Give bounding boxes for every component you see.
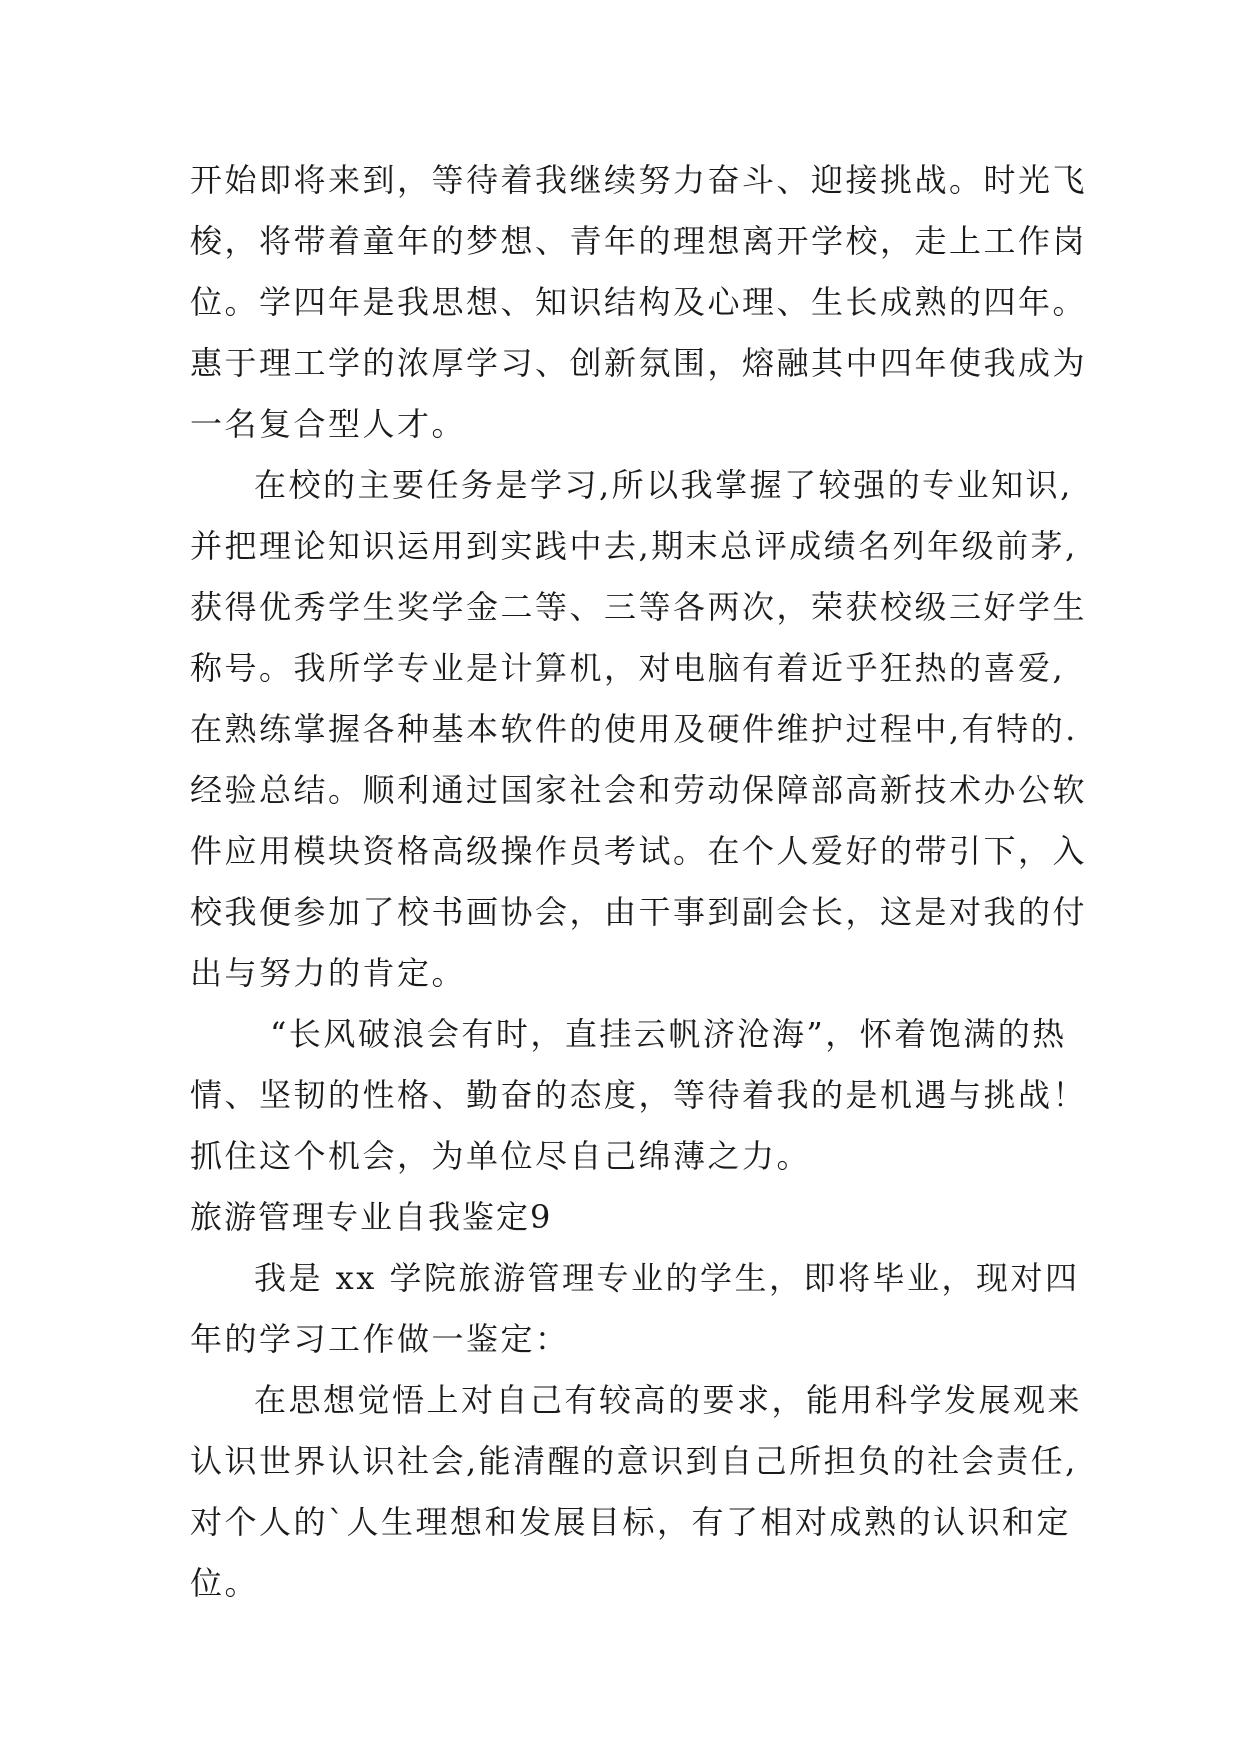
paragraph-study-achievements	[190, 455, 1088, 1004]
text-line: 一名复合型人才。	[190, 405, 467, 443]
text-line: 在校的主要任务是学习,所以我掌握了较强的专业知识,	[254, 466, 1073, 504]
paragraph-graduation-intro	[190, 150, 1088, 455]
text-line: 位。	[190, 1564, 260, 1602]
document-page	[190, 150, 1088, 1614]
text-line: 情、坚韧的性格、勤奋的态度，等待着我的是机遇与挑战！	[190, 1076, 1088, 1114]
text-line: 经验总结。顺利通过国家社会和劳动保障部高新技术办公软	[190, 771, 1088, 809]
paragraph-ideology	[190, 1370, 1083, 1614]
paragraph-closing-quote	[190, 1004, 1088, 1187]
section-heading: 旅游管理专业自我鉴定9	[190, 1198, 553, 1236]
paragraph-tourism-intro	[190, 1248, 1080, 1370]
text-line: 获得优秀学生奖学金二等、三等各两次，荣获校级三好学生	[190, 588, 1088, 626]
text-line: 称号。我所学专业是计算机，对电脑有着近乎狂热的喜爱,	[190, 649, 1066, 687]
text-line: 校我便参加了校书画协会，由干事到副会长，这是对我的付	[190, 893, 1088, 931]
text-line: 年的学习工作做一鉴定：	[190, 1320, 570, 1358]
text-line: 抓住这个机会，为单位尽自己绵薄之力。	[190, 1137, 812, 1175]
text-line: 件应用模块资格高级操作员考试。在个人爱好的带引下，入	[190, 832, 1088, 870]
text-line: 我是 xx 学院旅游管理专业的学生，即将毕业，现对四	[254, 1259, 1080, 1297]
text-line: 在思想觉悟上对自己有较高的要求，能用科学发展观来	[254, 1381, 1083, 1419]
text-line: 梭，将带着童年的梦想、青年的理想离开学校，走上工作岗	[190, 222, 1088, 260]
text-line: 认识世界认识社会,能清醒的意识到自己所担负的社会责任,	[190, 1442, 1078, 1480]
text-line: “长风破浪会有时，直挂云帆济沧海”，怀着饱满的热	[270, 1015, 1067, 1053]
text-line: 出与努力的肯定。	[190, 954, 467, 992]
text-line: 并把理论知识运用到实践中去,期末总评成绩名列年级前茅,	[190, 527, 1078, 565]
text-line: 位。学四年是我思想、知识结构及心理、生长成熟的四年。	[190, 283, 1088, 321]
text-line: 开始即将来到，等待着我继续努力奋斗、迎接挑战。时光飞	[190, 161, 1088, 199]
text-line: 惠于理工学的浓厚学习、创新氛围，熔融其中四年使我成为	[190, 344, 1088, 382]
text-line: 在熟练掌握各种基本软件的使用及硬件维护过程中,有特的.	[190, 710, 1078, 748]
text-line: 对个人的`人生理想和发展目标，有了相对成熟的认识和定	[190, 1503, 1072, 1541]
